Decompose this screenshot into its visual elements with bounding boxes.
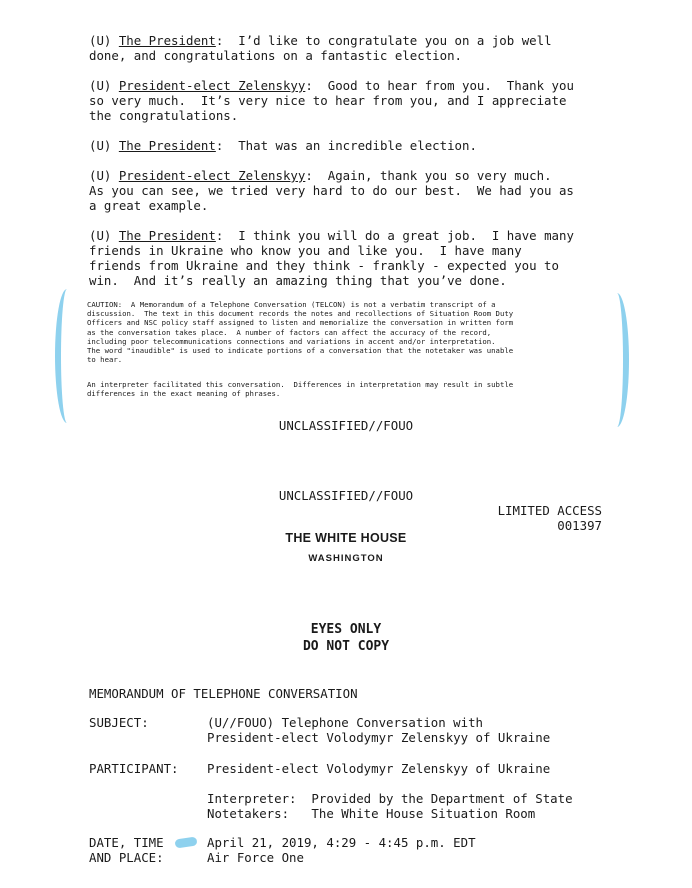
speaker-name: The President xyxy=(118,228,216,243)
speaker-colon: : xyxy=(215,33,239,48)
speaker-colon: : xyxy=(215,228,239,243)
speaker-name: The President xyxy=(118,33,216,48)
speaker-colon: : xyxy=(215,138,239,153)
eyes-only-marking: EYES ONLY xyxy=(310,622,382,637)
dialogue-paragraph xyxy=(89,228,609,288)
dialogue-line: so very much. It’s very nice to hear from you, and I appreciate xyxy=(89,93,567,108)
dialogue-line: friends in Ukraine who know you and like you. I have many xyxy=(89,243,522,258)
dialogue-line: done, and congratulations on a fantastic election. xyxy=(89,48,462,63)
dialogue-line: win. And it’s really an amazing thing that you’ve done. xyxy=(89,273,507,288)
dialogue-line: Good to hear from you. Thank you xyxy=(327,78,574,93)
speaker-name: The President xyxy=(118,138,216,153)
blue-highlight-bracket-left xyxy=(55,289,79,423)
participant-label: PARTICIPANT: xyxy=(89,761,179,776)
notetakers-line: Notetakers: The White House Situation Room xyxy=(207,806,536,821)
classification-marker: (U) xyxy=(89,138,119,153)
dialogue-line: I think you will do a great job. I have many xyxy=(238,228,574,243)
classification-marker: (U) xyxy=(89,168,119,183)
classification-marker: (U) xyxy=(89,33,119,48)
speaker-name: President-elect Zelenskyy xyxy=(118,168,306,183)
do-not-copy-marking: DO NOT COPY xyxy=(302,639,390,654)
dialogue-line: the congratulations. xyxy=(89,108,239,123)
speaker-colon: : xyxy=(305,168,328,183)
blue-highlight-bracket-right xyxy=(605,293,629,427)
dialogue-paragraph xyxy=(89,33,609,63)
caution-notice: CAUTION: A Memorandum of a Telephone Conversation (TELCON) is not a verbatim transcript of a discussion. The text in this document records the notes and recollections of Situation Room Duty Officers and NSC policy staff assigned to listen and memorialize the conversation in written form as the conversation takes place. A number of factors can affect the accuracy of the record, including poor telecommunications connections and variations in accent and/or interpretation. The word "inaudible" is used to indicate portions of a conversation that the notetaker was unable to hear. xyxy=(87,300,514,365)
interpreter-line: Interpreter: Provided by the Department of State xyxy=(207,791,573,806)
dialogue-paragraph xyxy=(89,138,609,153)
washington-heading: WASHINGTON xyxy=(308,553,384,564)
dialogue-line: I’d like to congratulate you on a job well xyxy=(238,33,552,48)
memo-title: MEMORANDUM OF TELEPHONE CONVERSATION xyxy=(89,686,358,701)
dialogue-line: That was an incredible election. xyxy=(238,138,477,153)
date-time-place-label: DATE, TIME AND PLACE: xyxy=(89,835,164,865)
speaker-name: President-elect Zelenskyy xyxy=(118,78,306,93)
dialogue-line: As you can see, we tried very hard to do our best. We had you as xyxy=(89,183,574,198)
participant-value: President-elect Volodymyr Zelenskyy of Ukraine xyxy=(207,761,551,776)
dialogue-line: Again, thank you so very much. xyxy=(327,168,552,183)
limited-access-label: LIMITED ACCESS xyxy=(497,503,602,518)
classification-marker: (U) xyxy=(89,78,119,93)
dialogue-paragraph xyxy=(89,78,609,123)
classification-marker: (U) xyxy=(89,228,119,243)
speaker-colon: : xyxy=(305,78,328,93)
dialogue-line: friends from Ukraine and they think - frankly - expected you to xyxy=(89,258,559,273)
blue-highlight-mark xyxy=(174,837,197,849)
classification-header: UNCLASSIFIED//FOUO xyxy=(278,488,414,503)
classification-footer: UNCLASSIFIED//FOUO xyxy=(278,418,414,433)
subject-value: (U//FOUO) Telephone Conversation with President-elect Volodymyr Zelenskyy of Ukraine xyxy=(207,715,551,745)
date-time-place-value: April 21, 2019, 4:29 - 4:45 p.m. EDT Air Force One xyxy=(207,835,476,865)
dialogue-line: a great example. xyxy=(89,198,209,213)
dialogue-paragraph xyxy=(89,168,609,213)
subject-label: SUBJECT: xyxy=(89,715,149,730)
interpreter-notice: An interpreter facilitated this conversation. Differences in interpretation may result in subtle differences in the exact meaning of phrases. xyxy=(87,380,514,399)
document-number: 001397 xyxy=(557,518,602,533)
white-house-heading: THE WHITE HOUSE xyxy=(285,531,407,545)
